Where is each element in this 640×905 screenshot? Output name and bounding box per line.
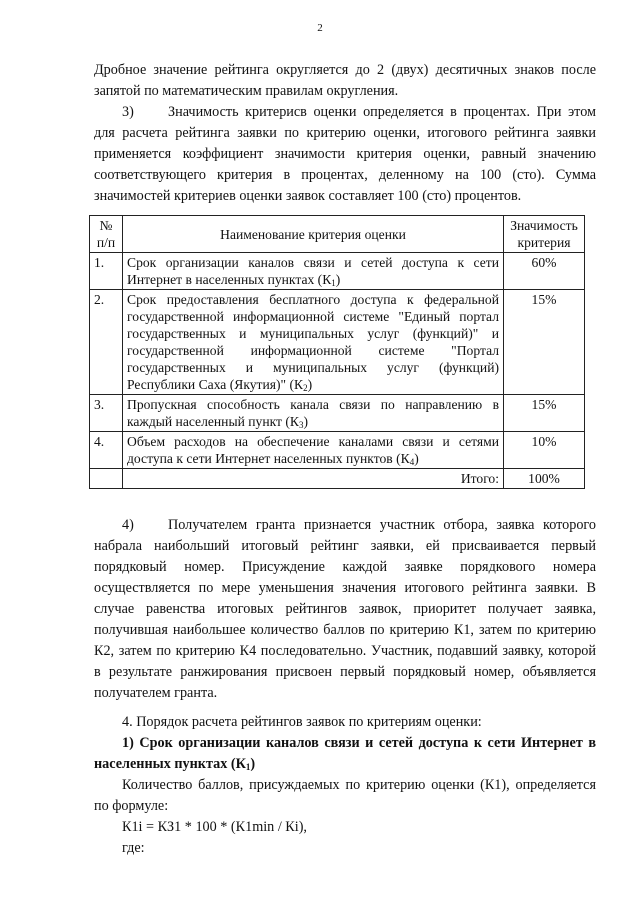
row-name-text: Срок организации каналов связи и сетей доступа к сети Интернет в населенных пунктах (К: [127, 255, 499, 287]
header-value-cell: Значимость критерия: [504, 216, 585, 253]
row-value: 15%: [504, 395, 585, 432]
table-header-row: [90, 216, 585, 253]
row-name: [123, 395, 504, 432]
criterion-1-heading-tail: ): [250, 756, 256, 772]
table-total-row: [90, 469, 585, 489]
points-paragraph: Количество баллов, присуждаемых по критерию оценки (К1), определяется по формуле:: [94, 777, 596, 814]
table-row: [90, 432, 585, 469]
header-num-cell: [90, 216, 123, 253]
row-value: 15%: [504, 290, 585, 395]
row-value: 60%: [504, 253, 585, 290]
total-value: 100%: [504, 469, 585, 489]
item-4-paragraph: [94, 515, 596, 704]
header-num-symbol: №: [99, 218, 113, 233]
header-name-cell: Наименование критерия оценки: [123, 216, 504, 253]
formula: К1i = КЗ1 * 100 * (К1min / Кi),: [122, 819, 307, 835]
row-name: [123, 290, 504, 395]
row-num: 3.: [90, 395, 123, 432]
row-name-tail: ): [335, 272, 341, 287]
row-name-subscript: 1: [331, 278, 336, 288]
criterion-1-heading-subscript: 1: [245, 762, 251, 772]
row-value: 10%: [504, 432, 585, 469]
rounding-paragraph: [94, 60, 596, 102]
where-label: где:: [122, 840, 145, 856]
table-row: [90, 253, 585, 290]
row-name-text: Срок предоставления бесплатного доступа к федеральной государственной информационной системе "Единый портал государственных и муниципальных услуг (функций)" и государственной информационной системе "Портал государственных и муниципальных услуг (функций) Республики Саха (Якутия)" (К: [127, 292, 499, 392]
row-name: [123, 253, 504, 290]
row-name-subscript: 4: [409, 457, 415, 467]
row-name-tail: ): [303, 414, 308, 429]
total-empty-cell: [90, 469, 123, 489]
criteria-table: [89, 215, 585, 489]
row-num: 2.: [90, 290, 123, 395]
row-name-text: Объем расходов на обеспечение каналами связи и сетями доступа к сети Интернет населенных пунктов (К: [127, 434, 499, 466]
table-row: [90, 395, 585, 432]
item-4-text: Получателем гранта признается участник отбора, заявка которого набрала наибольший итоговый рейтинг заявки, ей присваивается первый порядковый номер. Присуждение каждой заявке порядкового номера осуществляется по мере уменьшения значения итогового рейтинга заявки. В случае равенства итоговых рейтингов заявок, приоритет получает заявка, получившая наибольшее количество баллов по критерию К1, затем по критерию К2, затем по критерию К4 последовательно. Участник, подавший заявку, которой в результате ранжирования присвоен первый порядковый номер, объявляется получателем гранта.: [94, 517, 596, 701]
item-4-label: 4): [122, 517, 134, 533]
total-label: Итого:: [123, 469, 504, 489]
row-name-tail: ): [414, 451, 419, 466]
item-3-label: 3): [122, 104, 134, 120]
section-4-heading: 4. Порядок расчета рейтингов заявок по критериям оценки:: [122, 714, 482, 730]
row-name-tail: ): [307, 377, 313, 392]
criterion-1-heading-text: 1) Срок организации каналов связи и сетей доступа к сети Интернет в населенных пунктах (К: [94, 735, 596, 772]
table-row: [90, 290, 585, 395]
row-num: 1.: [90, 253, 123, 290]
item-3-paragraph: [94, 102, 596, 207]
row-name-subscript: 3: [298, 420, 304, 430]
page-number: 2: [317, 22, 323, 34]
row-name-subscript: 2: [303, 383, 308, 393]
row-name: [123, 432, 504, 469]
row-name-text: Пропускная способность канала связи по направлению в каждый населенный пункт (К: [127, 397, 499, 429]
rounding-text: Дробное значение рейтинга округляется до 2 (двух) десятичных знаков после запятой по математическим правилам округления.: [94, 62, 596, 99]
row-num: 4.: [90, 432, 123, 469]
item-3-text: Значимость критерисв оценки определяется в процентах. При этом для расчета рейтинга заявки по критерию оценки, итогового рейтинга заявки применяется коэффициент значимости критерия оценки, равный значению соответствующего критерия в процентах, деленному на 100 (сто). Сумма значимостей критериев оценки заявок составляет 100 (сто) процентов.: [94, 104, 596, 204]
header-num-abbr: п/п: [96, 235, 116, 250]
criterion-1-heading: [94, 733, 596, 775]
